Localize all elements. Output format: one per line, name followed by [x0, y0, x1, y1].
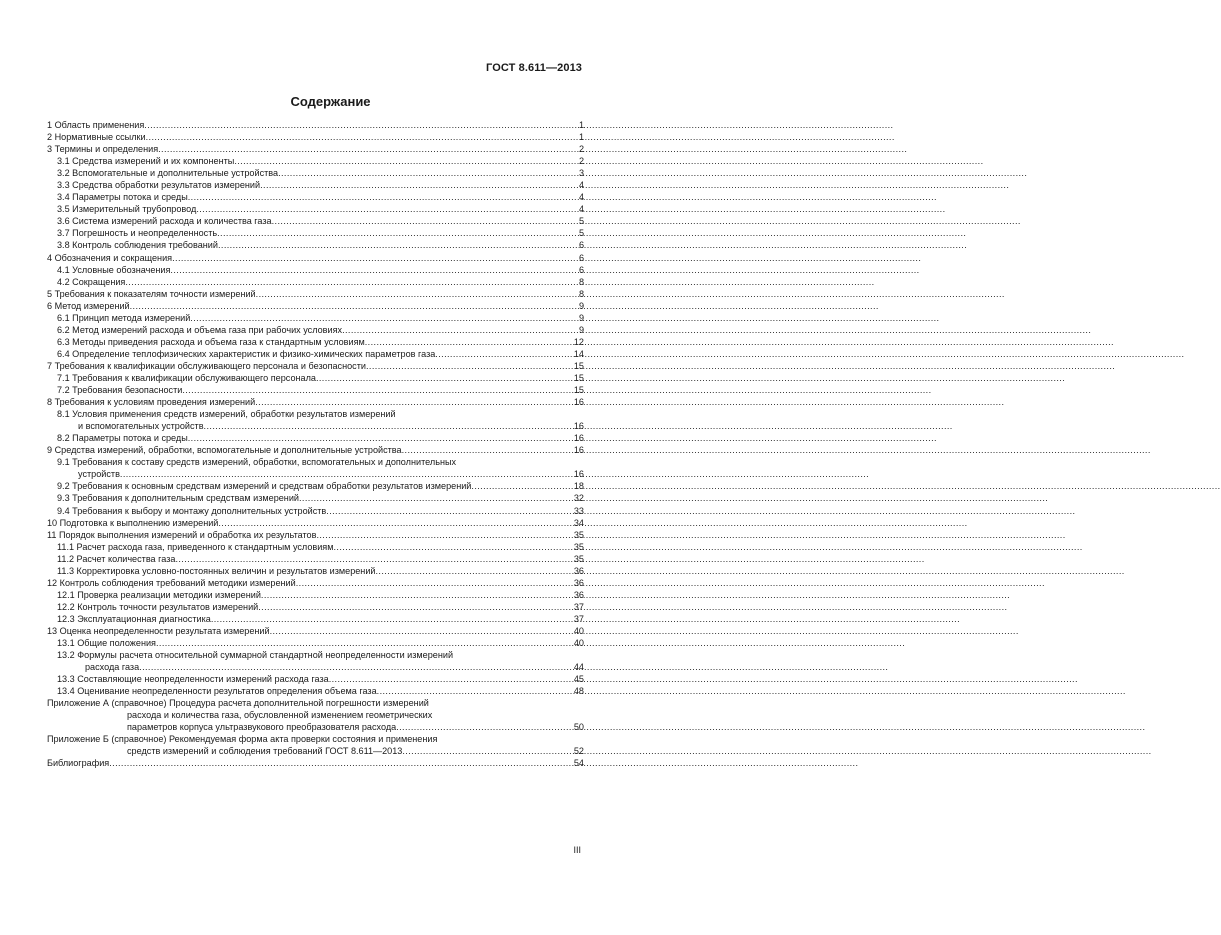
- toc-entry[interactable]: [47, 227, 584, 239]
- leader-dots: [402, 444, 573, 456]
- toc-entry-page: 16: [573, 445, 584, 456]
- toc-entry[interactable]: [47, 336, 584, 348]
- toc-entry[interactable]: [47, 131, 584, 143]
- toc-entry-label: 6.4 Определение теплофизических характеристик и физико-химических параметров газа: [57, 348, 436, 359]
- toc-entry-page: 16: [573, 433, 584, 444]
- toc-entry-label: 13.1 Общие положения: [57, 638, 156, 649]
- toc-entry-label: 3.2 Вспомогательные и дополнительные устройства: [57, 168, 279, 179]
- leader-dots: [326, 505, 573, 517]
- toc-entry-label: 9.3 Требования к дополнительным средствам измерений: [57, 493, 299, 504]
- toc-entry-label: устройств: [78, 469, 120, 480]
- toc-entry[interactable]: [47, 288, 584, 300]
- leader-dots: [188, 432, 573, 444]
- leader-dots: [296, 577, 573, 589]
- leader-dots: [190, 312, 578, 324]
- table-of-contents: [47, 119, 584, 770]
- toc-entry-page: 16: [573, 397, 584, 408]
- leader-dots: [342, 324, 578, 336]
- toc-entry-page: 2: [578, 144, 584, 155]
- toc-entry-label: расхода газа: [85, 662, 140, 673]
- toc-entry-label: 3.4 Параметры потока и среды: [57, 192, 188, 203]
- toc-entry-page: 9: [578, 312, 584, 323]
- toc-entry-page: 6: [578, 240, 584, 251]
- toc-entry-label: 3.1 Средства измерений и их компоненты: [57, 156, 235, 167]
- toc-entry[interactable]: [47, 276, 584, 288]
- toc-entry-label: 9.2 Требования к основным средствам измерений и средствам обработки результатов измерений: [57, 481, 472, 492]
- standard-header: ГОСТ 8.611—2013: [486, 62, 582, 74]
- toc-entry[interactable]: [47, 420, 584, 432]
- leader-dots: [471, 480, 572, 492]
- toc-entry-line: 13.2 Формулы расчета относительной суммарной стандартной неопределенности измерений: [57, 650, 454, 661]
- toc-entry-line: Приложение Б (справочное) Рекомендуемая форма акта проверки состояния и применения: [47, 734, 438, 745]
- toc-entry-label: 7 Требования к квалификации обслуживающего персонала и безопасности: [47, 360, 366, 371]
- toc-entry-page: 2: [578, 156, 584, 167]
- toc-entry-page: 6: [578, 264, 584, 275]
- toc-entry-label: 4.2 Сокращения: [57, 276, 126, 287]
- toc-entry[interactable]: [47, 673, 584, 685]
- leader-dots: [376, 565, 573, 577]
- toc-entry-label: 4 Обозначения и сокращения: [47, 252, 173, 263]
- toc-entry[interactable]: [47, 661, 584, 673]
- toc-entry-line: 8.1 Условия применения средств измерений, обработки результатов измерений: [57, 409, 396, 420]
- toc-entry-page: 1: [578, 132, 584, 143]
- toc-entry-page: 37: [573, 613, 584, 624]
- toc-entry-line: Приложение А (справочное) Процедура расчета дополнительной погрешности измерений: [47, 698, 429, 709]
- toc-entry-label: 6.1 Принцип метода измерений: [57, 312, 191, 323]
- leader-dots: [217, 227, 578, 239]
- leader-dots: [435, 348, 573, 360]
- leader-dots: [316, 529, 572, 541]
- toc-entry-page: 35: [573, 529, 584, 540]
- toc-entry-label: 3.6 Система измерений расхода и количества газа: [57, 216, 272, 227]
- toc-entry-label: 6.2 Метод измерений расхода и объема газа при рабочих условиях: [57, 324, 343, 335]
- leader-dots: [278, 167, 578, 179]
- toc-entry-page: 36: [573, 577, 584, 588]
- toc-entry-label: 13 Оценка неопределенности результата измерений: [47, 625, 270, 636]
- toc-entry[interactable]: [47, 215, 584, 227]
- leader-dots: [109, 757, 573, 769]
- toc-entry-page: 12: [573, 336, 584, 347]
- toc-entry-label: 3 Термины и определения: [47, 144, 159, 155]
- toc-entry[interactable]: [47, 529, 584, 541]
- toc-entry[interactable]: [47, 239, 584, 251]
- toc-entry-label: 11.3 Корректировка условно-постоянных величин и результатов измерений: [57, 565, 376, 576]
- toc-entry-label: параметров корпуса ультразвукового преобразователя расхода: [127, 722, 397, 733]
- toc-entry[interactable]: [47, 372, 584, 384]
- toc-entry[interactable]: [47, 613, 584, 625]
- toc-entry-label: средств измерений и соблюдения требований ГОСТ 8.611—2013: [127, 746, 403, 757]
- leader-dots: [218, 239, 578, 251]
- toc-entry-label: 3.7 Погрешность и неопределенность: [57, 228, 218, 239]
- toc-entry[interactable]: [47, 565, 584, 577]
- toc-entry[interactable]: [47, 553, 584, 565]
- leader-dots: [139, 661, 573, 673]
- toc-entry-page: 52: [573, 746, 584, 757]
- toc-entry[interactable]: [47, 252, 584, 264]
- toc-entry[interactable]: [47, 757, 584, 769]
- toc-entry[interactable]: [47, 324, 584, 336]
- toc-entry-page: 8: [578, 288, 584, 299]
- leader-dots: [261, 589, 573, 601]
- leader-dots: [175, 553, 572, 565]
- leader-dots: [218, 517, 573, 529]
- toc-entry-page: 33: [573, 505, 584, 516]
- toc-entry-label: 13.3 Составляющие неопределенности измерений расхода газа: [57, 674, 329, 685]
- toc-entry-page: 15: [573, 372, 584, 383]
- leader-dots: [234, 155, 578, 167]
- leader-dots: [270, 625, 573, 637]
- leader-dots: [170, 264, 578, 276]
- leader-dots: [158, 143, 578, 155]
- leader-dots: [329, 673, 573, 685]
- toc-entry[interactable]: [47, 468, 584, 480]
- toc-entry-label: 6 Метод измерений: [47, 300, 130, 311]
- leader-dots: [188, 191, 578, 203]
- toc-entry-page: 3: [578, 168, 584, 179]
- leader-dots: [377, 685, 573, 697]
- toc-entry-label: 12.1 Проверка реализации методики измерений: [57, 589, 261, 600]
- leader-dots: [256, 288, 578, 300]
- toc-entry-page: 48: [573, 686, 584, 697]
- leader-dots: [333, 541, 572, 553]
- toc-entry-page: 37: [573, 601, 584, 612]
- page-title: Содержание: [290, 94, 371, 109]
- toc-entry-page: 36: [573, 589, 584, 600]
- toc-entry-label: 1 Область применения: [47, 120, 145, 130]
- toc-entry[interactable]: [47, 360, 584, 372]
- toc-entry-label: 13.4 Оценивание неопределенности результатов определения объема газа: [57, 686, 377, 697]
- toc-entry[interactable]: [47, 396, 584, 408]
- leader-dots: [255, 396, 573, 408]
- toc-entry[interactable]: [47, 541, 584, 553]
- toc-entry[interactable]: [47, 179, 584, 191]
- toc-entry[interactable]: [47, 167, 584, 179]
- toc-entry-label: 11.1 Расчет расхода газа, приведенного к стандартным условиям: [57, 541, 334, 552]
- toc-entry[interactable]: [47, 300, 584, 312]
- leader-dots: [402, 745, 573, 757]
- toc-entry-label: и вспомогательных устройств: [78, 421, 204, 432]
- toc-entry[interactable]: [47, 745, 584, 757]
- toc-entry[interactable]: [47, 203, 584, 215]
- toc-entry[interactable]: [47, 505, 584, 517]
- toc-entry[interactable]: [47, 155, 584, 167]
- toc-entry-label: 5 Требования к показателям точности измерений: [47, 288, 256, 299]
- toc-entry-label: Библиография: [47, 758, 110, 769]
- toc-entry-page: 1: [578, 120, 584, 130]
- leader-dots: [211, 613, 573, 625]
- toc-entry-page: 5: [578, 228, 584, 239]
- leader-dots: [204, 420, 573, 432]
- toc-entry-page: 15: [573, 385, 584, 396]
- leader-dots: [125, 276, 578, 288]
- leader-dots: [258, 601, 573, 613]
- toc-entry-label: 10 Подготовка к выполнению измерений: [47, 517, 219, 528]
- toc-entry[interactable]: [47, 119, 584, 131]
- leader-dots: [260, 179, 578, 191]
- toc-entry-label: 8 Требования к условиям проведения измерений: [47, 397, 256, 408]
- toc-entry[interactable]: [47, 685, 584, 697]
- toc-entry-label: 12.3 Эксплуатационная диагностика: [57, 613, 211, 624]
- toc-entry[interactable]: [47, 589, 584, 601]
- toc-entry-label: 9.4 Требования к выбору и монтажу дополнительных устройств: [57, 505, 327, 516]
- toc-entry-label: 3.5 Измерительный трубопровод: [57, 204, 197, 215]
- toc-entry[interactable]: [47, 143, 584, 155]
- toc-entry-label: 7.1 Требования к квалификации обслуживающего персонала: [57, 372, 316, 383]
- toc-entry-page: 9: [578, 300, 584, 311]
- toc-entry-label: 11 Порядок выполнения измерений и обработка их результатов: [47, 529, 317, 540]
- toc-entry-page: 4: [578, 180, 584, 191]
- toc-entry[interactable]: [47, 384, 584, 396]
- leader-dots: [272, 215, 578, 227]
- toc-entry[interactable]: [47, 191, 584, 203]
- toc-entry-label: 8.2 Параметры потока и среды: [57, 433, 188, 444]
- leader-dots: [144, 119, 578, 131]
- toc-entry-label: 12.2 Контроль точности результатов измерений: [57, 601, 259, 612]
- toc-entry-page: 6: [578, 252, 584, 263]
- toc-entry-page: 36: [573, 565, 584, 576]
- toc-entry-page: 5: [578, 216, 584, 227]
- toc-entry-label: 2 Нормативные ссылки: [47, 132, 146, 143]
- toc-entry-page: 40: [573, 625, 584, 636]
- toc-entry[interactable]: [47, 625, 584, 637]
- toc-entry-label: 3.3 Средства обработки результатов измерений: [57, 180, 261, 191]
- toc-entry-label: 9 Средства измерений, обработки, вспомогательные и дополнительные устройства: [47, 445, 402, 456]
- leader-dots: [396, 721, 573, 733]
- leader-dots: [120, 468, 573, 480]
- toc-entry-label: 4.1 Условные обозначения: [57, 264, 171, 275]
- toc-entry-label: 11.2 Расчет количества газа: [57, 553, 176, 564]
- toc-entry[interactable]: [47, 721, 584, 733]
- toc-entry-page: 14: [573, 348, 584, 359]
- toc-entry[interactable]: [47, 492, 584, 504]
- toc-entry[interactable]: [47, 480, 584, 492]
- toc-entry-page: 40: [573, 638, 584, 649]
- toc-entry[interactable]: [47, 444, 584, 456]
- toc-entry-page: 18: [573, 481, 584, 492]
- toc-entry-page: 45: [573, 674, 584, 685]
- toc-entry-label: 3.8 Контроль соблюдения требований: [57, 240, 218, 251]
- toc-entry-page: 35: [573, 541, 584, 552]
- toc-entry-line: расхода и количества газа, обусловленной изменением геометрических: [127, 710, 433, 721]
- toc-entry[interactable]: [47, 264, 584, 276]
- toc-entry[interactable]: [47, 577, 584, 589]
- toc-entry-page: 35: [573, 553, 584, 564]
- toc-entry-page: 54: [573, 758, 584, 769]
- toc-entry[interactable]: [47, 432, 584, 444]
- toc-entry-page: 44: [573, 662, 584, 673]
- leader-dots: [172, 252, 578, 264]
- toc-entry[interactable]: [47, 517, 584, 529]
- toc-entry-page: 4: [578, 192, 584, 203]
- leader-dots: [182, 384, 573, 396]
- toc-entry[interactable]: [47, 637, 584, 649]
- leader-dots: [365, 336, 573, 348]
- toc-entry-page: 16: [573, 421, 584, 432]
- toc-entry-page: 15: [573, 360, 584, 371]
- leader-dots: [299, 492, 573, 504]
- leader-dots: [366, 360, 573, 372]
- leader-dots: [316, 372, 573, 384]
- toc-entry-label: 12 Контроль соблюдения требований методики измерений: [47, 577, 296, 588]
- toc-entry[interactable]: [47, 348, 584, 360]
- toc-entry[interactable]: [47, 601, 584, 613]
- toc-entry-label: 7.2 Требования безопасности: [57, 385, 183, 396]
- toc-entry-page: 16: [573, 469, 584, 480]
- leader-dots: [196, 203, 578, 215]
- page-number: III: [573, 845, 581, 855]
- toc-entry-page: 8: [578, 276, 584, 287]
- leader-dots: [146, 131, 578, 143]
- leader-dots: [130, 300, 578, 312]
- toc-entry-page: 32: [573, 493, 584, 504]
- toc-entry-page: 34: [573, 517, 584, 528]
- toc-entry[interactable]: [47, 312, 584, 324]
- toc-entry-label: 6.3 Методы приведения расхода и объема газа к стандартным условиям: [57, 336, 365, 347]
- toc-entry-line: 9.1 Требования к составу средств измерений, обработки, вспомогательных и дополнительных: [57, 457, 457, 468]
- toc-entry-page: 50: [573, 722, 584, 733]
- toc-entry-page: 4: [578, 204, 584, 215]
- leader-dots: [156, 637, 573, 649]
- toc-entry-page: 9: [578, 324, 584, 335]
